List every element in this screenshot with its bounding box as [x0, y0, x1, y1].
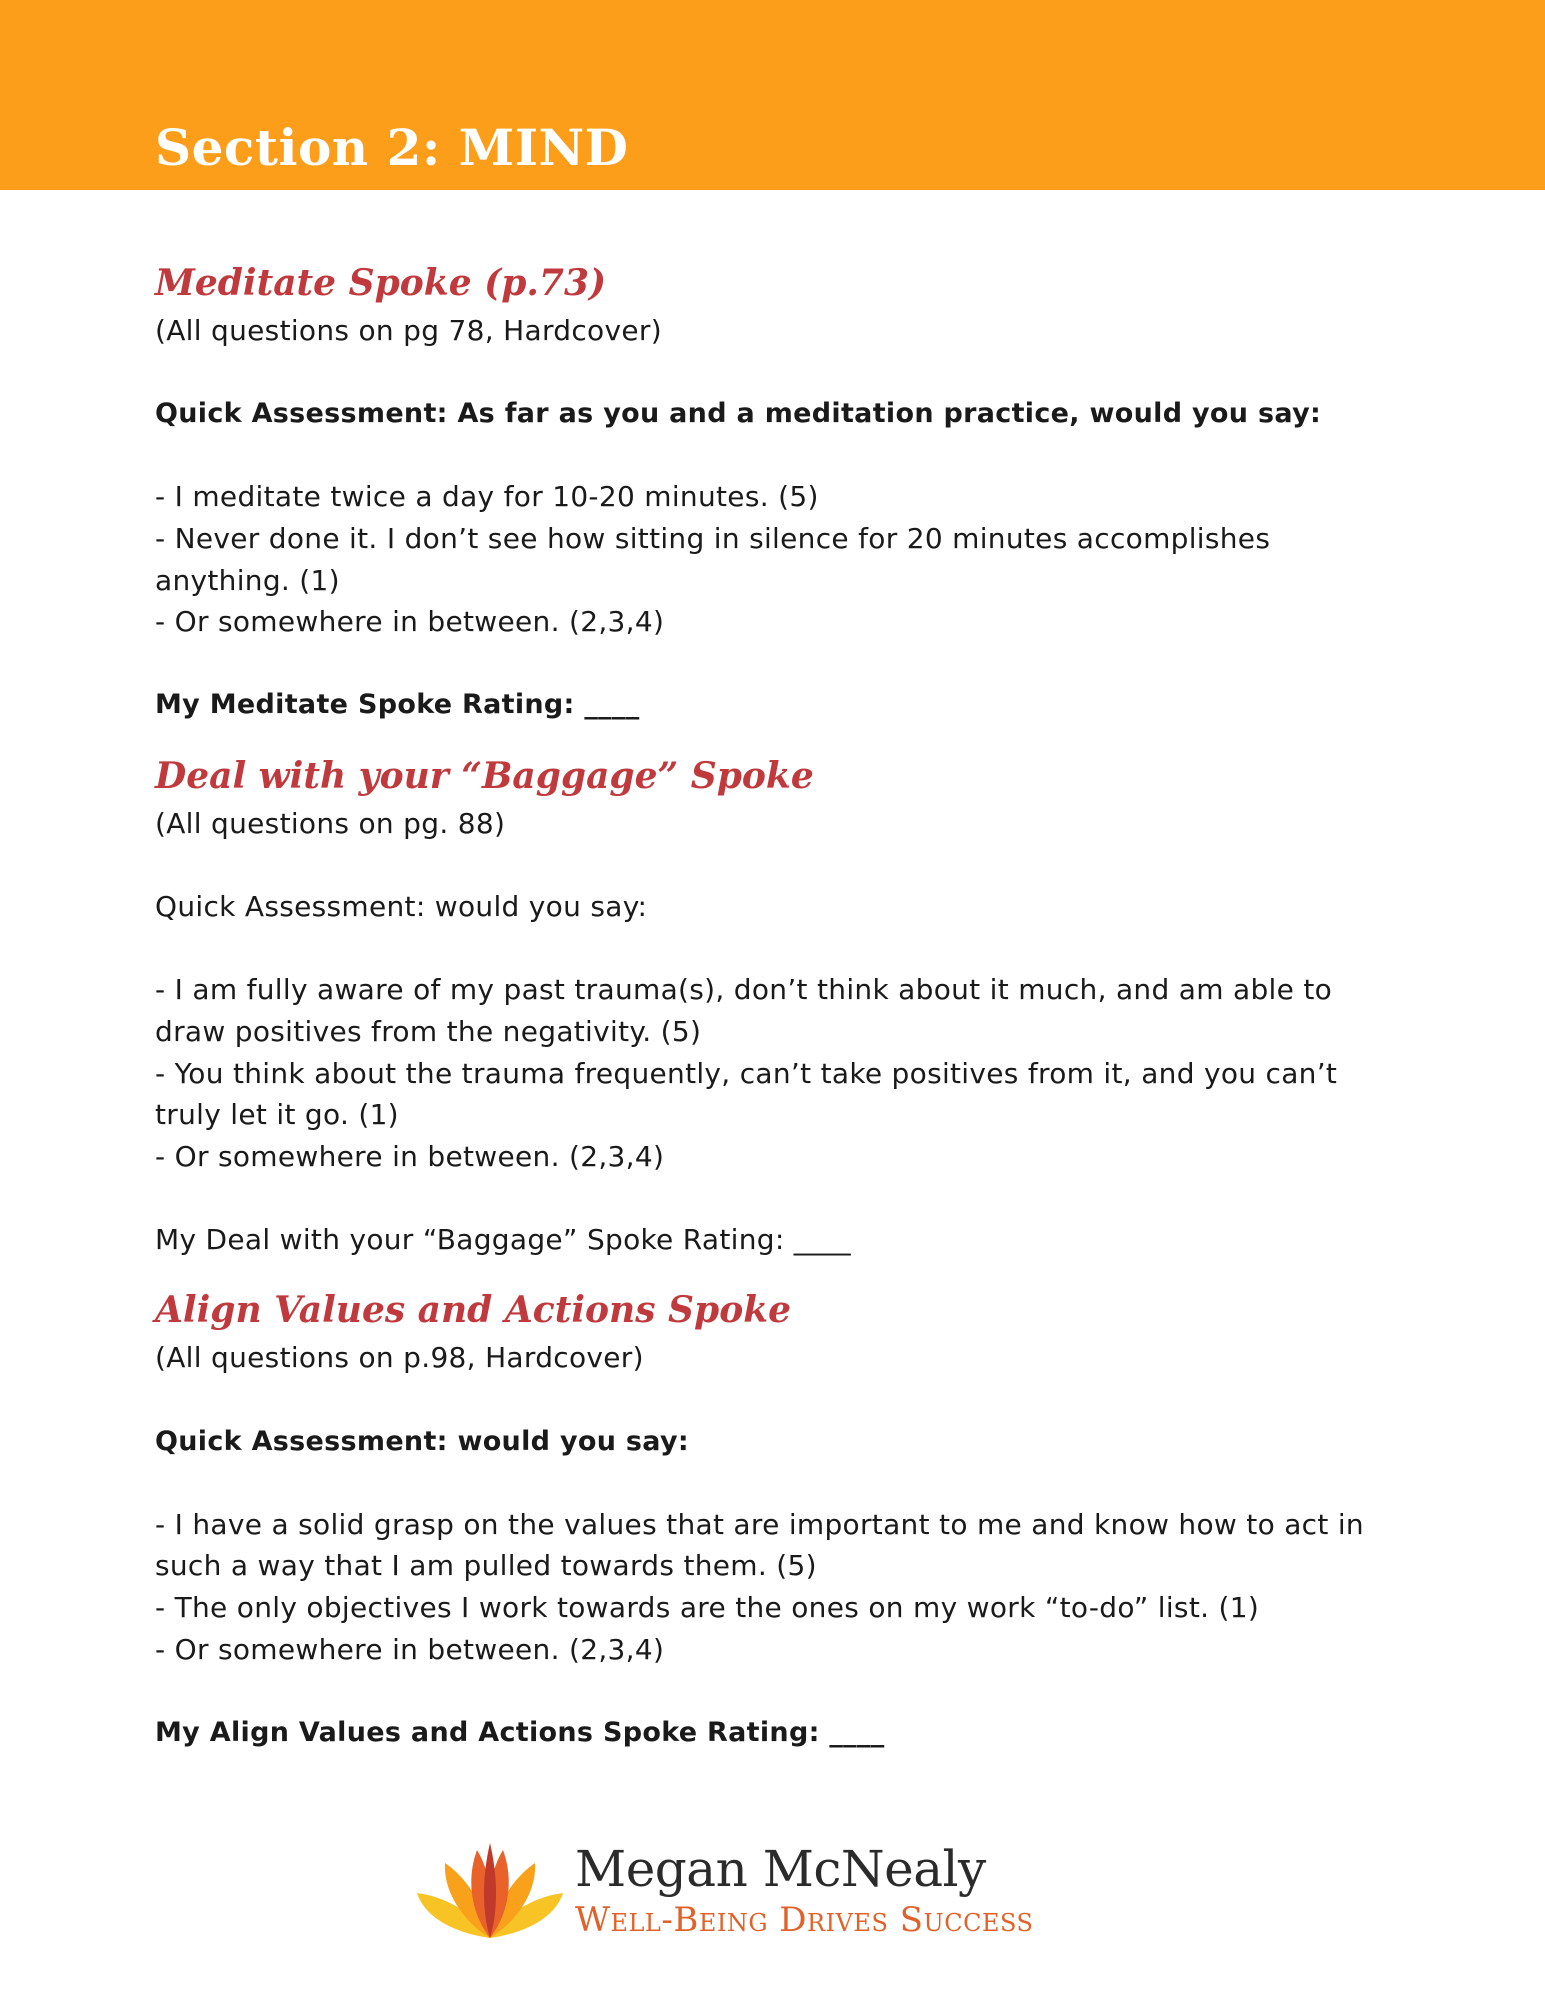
- assessment-option: - I meditate twice a day for 10-20 minutes. (5): [155, 480, 819, 514]
- section-header-banner: [0, 0, 1545, 190]
- brand-logo: [415, 1838, 1135, 1948]
- spoke-title: Meditate Spoke (p.73): [155, 262, 607, 304]
- spoke-rating: My Deal with your “Baggage” Spoke Rating: ____: [155, 1222, 851, 1256]
- assessment-option: - Or somewhere in between. (2,3,4): [155, 605, 665, 639]
- spoke-meditate: [155, 256, 1405, 726]
- spacer: [155, 1260, 1405, 1283]
- spoke-align-values: [155, 1283, 1405, 1753]
- document-body: [155, 256, 1405, 1753]
- logo-name: Megan McNealy: [575, 1840, 986, 1898]
- spoke-reference: (All questions on p.98, Hardcover): [155, 1341, 644, 1375]
- spacer: [155, 1462, 1405, 1504]
- spacer: [155, 643, 1405, 685]
- spoke-rating: My Align Values and Actions Spoke Rating: ____: [155, 1716, 885, 1748]
- spacer: [155, 352, 1405, 394]
- assessment-option: - I am fully aware of my past trauma(s), don’t think about it much, and am able to draw positives from the negativity. (5): [155, 973, 1342, 1048]
- assessment-option: - Or somewhere in between. (2,3,4): [155, 1139, 665, 1173]
- spacer: [155, 726, 1405, 749]
- section-title: Section 2: MIND: [155, 118, 629, 177]
- spoke-rating: My Meditate Spoke Rating: ____: [155, 689, 640, 721]
- quick-assessment-prompt: Quick Assessment: would you say:: [155, 890, 648, 924]
- spoke-reference: (All questions on pg 78, Hardcover): [155, 314, 662, 347]
- spacer: [155, 435, 1405, 477]
- assessment-option: - Or somewhere in between. (2,3,4): [155, 1632, 665, 1666]
- lotus-icon: [415, 1838, 565, 1948]
- assessment-option: - Never done it. I don’t see how sitting in silence for 20 minutes accomplishes anything. (1): [155, 521, 1280, 597]
- quick-assessment-prompt: Quick Assessment: As far as you and a meditation practice, would you say:: [155, 398, 1322, 430]
- spoke-title: Align Values and Actions Spoke: [155, 1289, 792, 1332]
- spoke-reference: (All questions on pg. 88): [155, 806, 506, 840]
- spacer: [155, 1177, 1405, 1219]
- spacer: [155, 845, 1405, 887]
- assessment-option: - I have a solid grasp on the values that are important to me and know how to act in such a way that I am pulled towards them. (5): [155, 1507, 1374, 1583]
- spacer: [155, 1670, 1405, 1712]
- logo-tagline: Well-Being Drives Success: [575, 1900, 1034, 1940]
- assessment-option: - The only objectives I work towards are the ones on my work “to-do” list. (1): [155, 1591, 1260, 1625]
- quick-assessment-prompt: Quick Assessment: would you say:: [155, 1425, 689, 1457]
- spacer: [155, 928, 1405, 970]
- spacer: [155, 1379, 1405, 1421]
- spoke-title: Deal with your “Baggage” Spoke: [155, 754, 814, 797]
- assessment-option: - You think about the trauma frequently, can’t take positives from it, and you can’t truly let it go. (1): [155, 1056, 1347, 1132]
- spoke-baggage: [155, 749, 1405, 1261]
